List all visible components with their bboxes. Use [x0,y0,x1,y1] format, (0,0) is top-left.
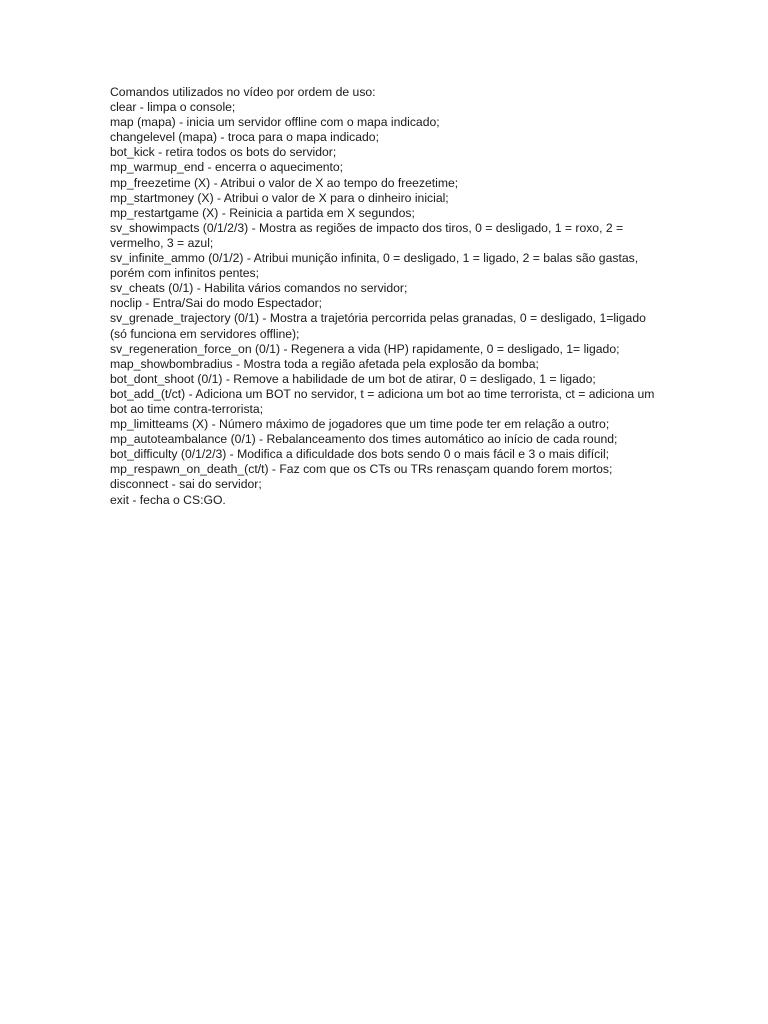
command-line-sv-showimpacts: sv_showimpacts (0/1/2/3) - Mostra as regiões de impacto dos tiros, 0 = desligado, 1 = roxo, 2 = vermelho, 3 = azul; [110,220,624,250]
command-line-changelevel: changelevel (mapa) - troca para o mapa indicado; [110,130,379,145]
command-line-clear: clear - limpa o console; [110,100,236,115]
command-line-map: map (mapa) - inicia um servidor offline com o mapa indicado; [110,115,440,130]
command-line-mp-warmup-end: mp_warmup_end - encerra o aquecimento; [110,160,344,175]
command-line-mp-restartgame: mp_restartgame (X) - Reinicia a partida em X segundos; [110,205,415,220]
command-line-mp-limitteams: mp_limitteams (X) - Número máximo de jogadores que um time pode ter em relação a outro; [110,417,610,432]
command-line-sv-cheats: sv_cheats (0/1) - Habilita vários comandos no servidor; [110,281,408,296]
command-line-disconnect: disconnect - sai do servidor; [110,477,262,492]
command-line-mp-autoteambalance: mp_autoteambalance (0/1) - Rebalanceamento dos times automático ao início de cada round; [110,432,618,447]
command-line-mp-respawn-on-death: mp_respawn_on_death_(ct/t) - Faz com que os CTs ou TRs renasçam quando forem mortos; [110,462,613,477]
command-line-bot-add: bot_add_(t/ct) - Adiciona um BOT no servidor, t = adiciona um bot ao time terrorista, ct = adiciona um bot ao time contra-terrorista; [110,386,655,416]
command-line-sv-regeneration-force-on: sv_regeneration_force_on (0/1) - Regenera a vida (HP) rapidamente, 0 = desligado, 1= ligado; [110,341,620,356]
command-line-noclip: noclip - Entra/Sai do modo Espectador; [110,296,323,311]
command-line-sv-grenade-trajectory: sv_grenade_trajectory (0/1) - Mostra a trajetória percorrida pelas granadas, 0 = desligado, 1=ligado (só funciona em servidores offline); [110,311,646,341]
command-line-bot-dont-shoot: bot_dont_shoot (0/1) - Remove a habilidade de um bot de atirar, 0 = desligado, 1 = ligado; [110,371,596,386]
command-line-mp-startmoney: mp_startmoney (X) - Atribui o valor de X para o dinheiro inicial; [110,190,449,205]
command-line-mp-freezetime: mp_freezetime (X) - Atribui o valor de X ao tempo do freezetime; [110,175,459,190]
command-line-map-showbombradius: map_showbombradius - Mostra toda a região afetada pela explosão da bomba; [110,356,539,371]
document-heading: Comandos utilizados no vídeo por ordem de uso: [110,85,376,99]
document-body [110,85,658,508]
command-line-sv-infinite-ammo: sv_infinite_ammo (0/1/2) - Atribui munição infinita, 0 = desligado, 1 = ligado, 2 = balas são gastas, porém com infinitos pentes; [110,251,639,281]
command-line-bot-kick: bot_kick - retira todos os bots do servidor; [110,145,337,160]
command-line-exit: exit - fecha o CS:GO. [110,492,226,507]
command-line-bot-difficulty: bot_difficulty (0/1/2/3) - Modifica a dificuldade dos bots sendo 0 o mais fácil e 3 o mais difícil; [110,447,610,462]
